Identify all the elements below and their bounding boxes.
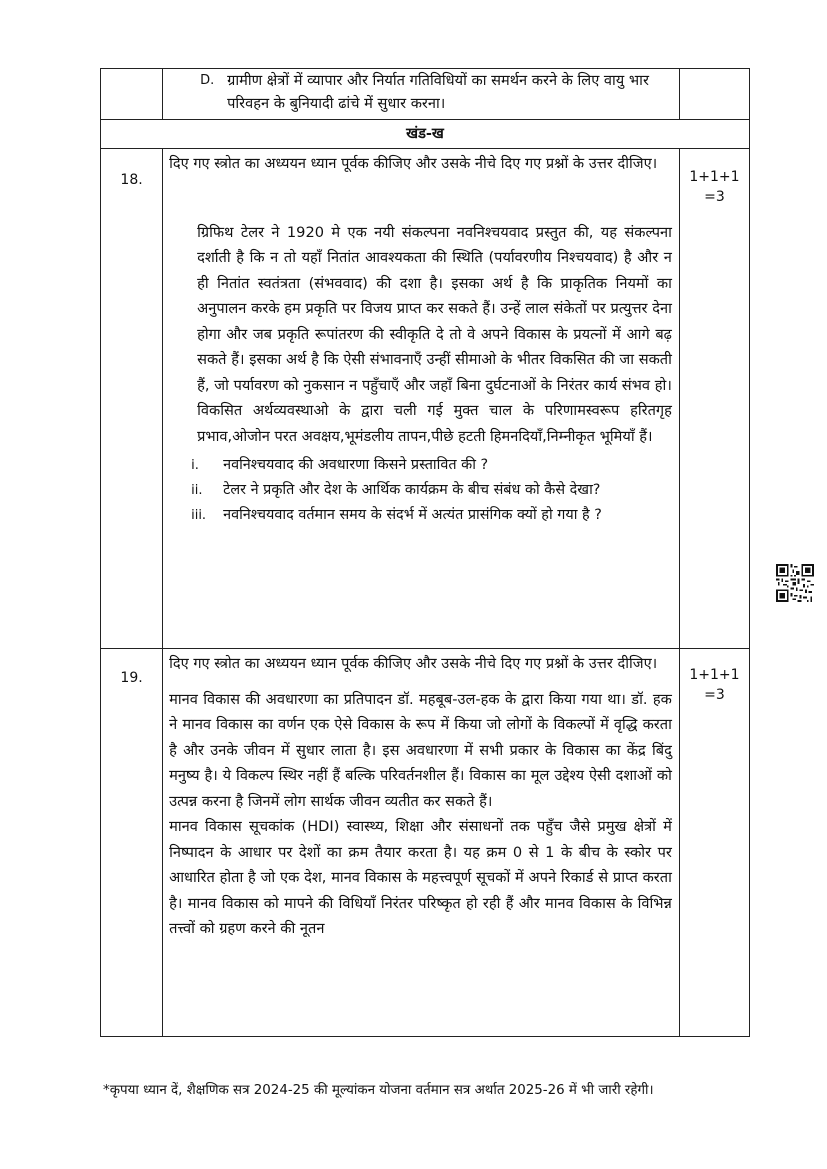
q17-number-cell: [101, 69, 163, 120]
section-b-title: खंड-ख: [101, 120, 750, 149]
footnote: *कृपया ध्यान दें, शैक्षणिक सत्र 2024-25 की मूल्यांकन योजना वर्तमान सत्र अर्थात 2025-26 में भी जारी रहेगी।: [103, 1083, 654, 1098]
q18-instruction: दिए गए स्त्रोत का अध्ययन ध्यान पूर्वक कीजिए और उसके नीचे दिए गए प्रश्नों के उत्तर दीजिए।: [169, 155, 658, 172]
option-d-text: ग्रामीण क्षेत्रों में व्यापार और निर्यात गतिविधियों का समर्थन करने के लिए वायु भार परिवहन के बुनियादी ढांचे में सुधार करना।: [227, 72, 649, 112]
q18-question-2-numeral: ii.: [191, 483, 203, 498]
q18-content: [163, 149, 680, 649]
option-d: [169, 69, 672, 115]
q18-row: [101, 149, 750, 649]
q19-instruction: दिए गए स्त्रोत का अध्ययन ध्यान पूर्वक कीजिए और उसके नीचे दिए गए प्रश्नों के उत्तर दीजिए।: [169, 655, 658, 672]
q17-option-d-cell: [163, 69, 680, 120]
q19-paragraph-1: मानव विकास की अवधारणा का प्रतिपादन डॉ. महबूब-उल-हक के द्वारा किया गया था। डॉ. हक ने मानव विकास का वर्णन एक ऐसे विकास के रूप में किया जो लोगों के विकल्पों में वृद्धि करता है और उनके जीवन में सुधार लाता है। इस अवधारणा में सभी प्रकार के विकास का केंद्र बिंदु मनुष्य है। ये विकल्प स्थिर नहीं हैं बल्कि परिवर्तनशील हैं। विकास का मूल उद्देश्य ऐसी दशाओं को उत्पन्न करना है जिनमें लोग सार्थक जीवन व्यतीत कर सकते हैं।: [169, 690, 672, 810]
option-d-letter: D.: [200, 73, 215, 88]
q18-question-1-text: नवनिश्चयवाद की अवधारणा किसने प्रस्तावित की ?: [223, 457, 489, 473]
q18-question-2-text: टेलर ने प्रकृति और देश के आर्थिक कार्यक्रम के बीच संबंध को कैसे देखा?: [223, 482, 601, 498]
q18-number: 18.: [101, 149, 163, 649]
q18-question-2: [169, 478, 672, 503]
q18-question-1-numeral: i.: [191, 458, 199, 473]
q18-marks: [679, 149, 749, 649]
q19-row: [101, 649, 750, 1037]
q19-content: [163, 649, 680, 1037]
q18-question-1: [169, 453, 672, 478]
q19-marks: [679, 649, 749, 1037]
q18-questions: [169, 453, 672, 528]
q18-question-3: [169, 503, 672, 528]
qr-code-icon: [776, 564, 814, 602]
q18-question-3-text: नवनिश्चयवाद वर्तमान समय के संदर्भ में अत्यंत प्रासंगिक क्यों हो गया है ?: [223, 507, 602, 523]
q19-paragraph-2: मानव विकास सूचकांक (HDI) स्वास्थ्य, शिक्षा और संसाधनों तक पहुँच जैसे प्रमुख क्षेत्रों में निष्पादन के आधार पर देशों का क्रम तैयार करता है। यह क्रम 0 से 1 के बीच के स्कोर पर आधारित होता है जो एक देश, मानव विकास के महत्त्वपूर्ण सूचकों में अपने रिकार्ड से प्राप्त करता है। मानव विकास को मापने की विधियाँ निरंतर परिष्कृत हो रही हैं और मानव विकास के विभिन्न तत्त्वों को ग्रहण करने की नूतन: [169, 818, 672, 937]
q18-source-text: ग्रिफिथ टेलर ने 1920 मे एक नयी संकल्पना नवनिश्चयवाद प्रस्तुत की, यह संकल्पना दर्शाती है कि न तो यहाँ नितांत आवश्यकता की स्थिति (पर्यावरणीय निश्चयवाद) है और न ही नितांत स्वतंत्रता (संभववाद) की दशा है। इसका अर्थ है कि प्राकृतिक नियमों का अनुपालन करके हम प्रकृति पर विजय प्राप्त कर सकते हैं। उन्हें लाल संकेतों पर प्रत्युत्तर देना होगा और जब प्रकृति रूपांतरण की स्वीकृति दे तो वे अपने विकास के प्रयत्नों में आगे बढ़ सकते हैं। इसका अर्थ है कि ऐसी संभावनाएँ उन्हीं सीमाओ के भीतर विकसित की जा सकती हैं, जो पर्यावरण को नुकसान न पहुँचाएँ और जहाँ बिना दुर्घटनाओं के निरंतर कार्य संभव हो।विकसित अर्थव्यवस्थाओ के द्वारा चली गई मुक्त चाल के परिणामस्वरूप हरितगृह प्रभाव,ओजोन परत अवक्षय,भूमंडलीय तापन,पीछे हटती हिमनदियाँ,निम्नीकृत भूमियाँ हैं।: [197, 223, 672, 445]
q17-marks-cell: [679, 69, 749, 120]
q19-number: 19.: [101, 649, 163, 1037]
q18-question-3-numeral: iii.: [191, 508, 207, 523]
q18-source-passage: [197, 220, 672, 450]
q17-option-d-row: [101, 69, 750, 120]
section-header-row: [101, 120, 750, 149]
question-table: [100, 68, 750, 1037]
q18-marks-total: =3: [704, 189, 725, 205]
q19-marks-total: =3: [704, 687, 725, 703]
q19-marks-breakdown: 1+1+1: [689, 667, 740, 683]
q18-marks-breakdown: 1+1+1: [689, 169, 740, 185]
